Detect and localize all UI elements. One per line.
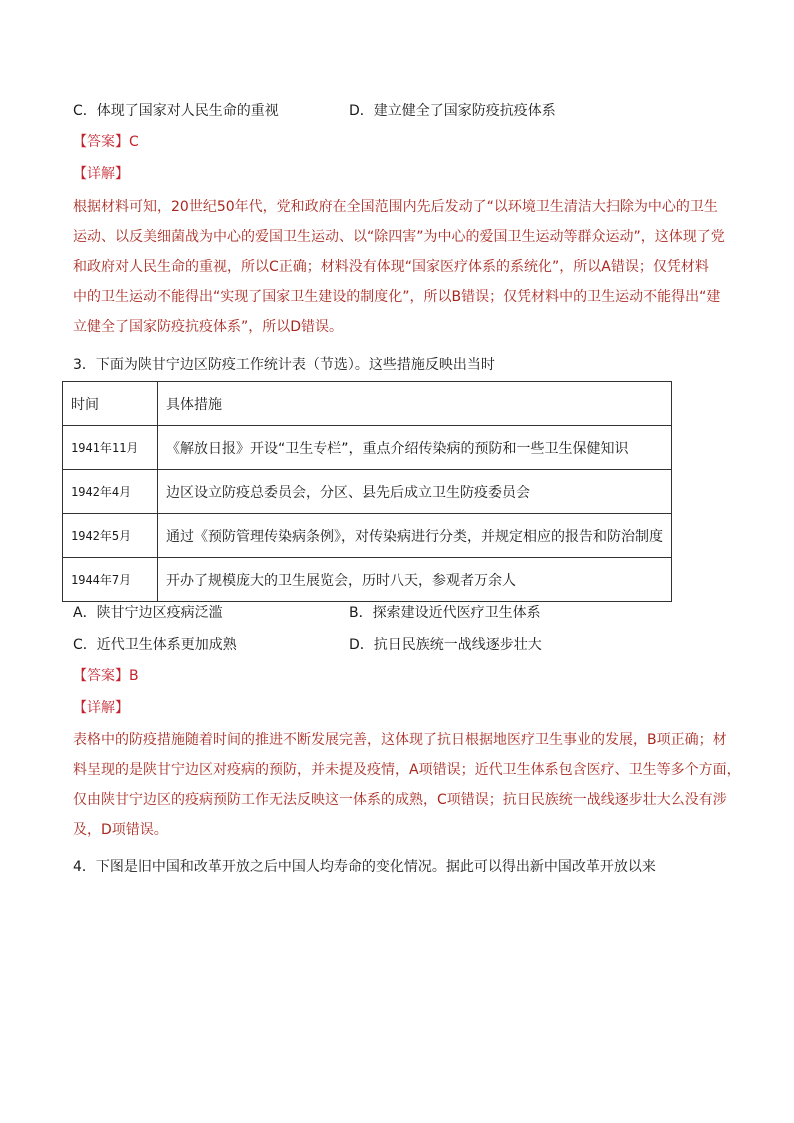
q3-option-a: A．陕甘宁边区疫病泛滥 (73, 605, 223, 621)
table-row (63, 558, 672, 602)
table-cell-measure: 开办了规模庞大的卫生展览会，历时八天，参观者万余人 (158, 558, 672, 602)
table-cell-measure: 通过《预防管理传染病条例》，对传染病进行分类，并规定相应的报告和防治制度 (158, 514, 672, 558)
q2-option-c: C．体现了国家对人民生命的重视 (73, 103, 279, 119)
table-cell-time: 1941年11月 (63, 426, 158, 470)
q2-detail-text (73, 192, 723, 342)
answer-label: 【答案】 (73, 134, 129, 150)
detail-line: 料呈现的是陕甘宁边区对疫病的预防，并未提及疫情，A项错误；近代卫生体系包含医疗、卫生等多个方面， (73, 762, 741, 778)
table-row (63, 426, 672, 470)
detail-line: 中的卫生运动不能得出“实现了国家卫生建设的制度化”，所以B错误；仅凭材料中的卫生运动不能得出“建 (73, 289, 721, 305)
detail-line: 运动、以反美细菌战为中心的爱国卫生运动、以“除四害”为中心的爱国卫生运动等群众运动”，这体现了党 (73, 229, 725, 245)
answer-value: C (129, 134, 139, 150)
detail-label: 【详解】 (73, 166, 129, 182)
detail-line: 仅由陕甘宁边区的疫病预防工作无法反映这一体系的成熟，C项错误；抗日民族统一战线逐步壮大么没有涉 (73, 792, 727, 808)
detail-line: 和政府对人民生命的重视，所以C正确；材料没有体现“国家医疗体系的系统化”，所以A错误；仅凭材料 (73, 259, 709, 275)
detail-line: 根据材料可知，20世纪50年代，党和政府在全国范围内先后发动了“以环境卫生清洁大扫除为中心的卫生 (73, 199, 718, 215)
q3-options-row-1 (73, 602, 723, 624)
detail-line: 表格中的防疫措施随着时间的推进不断发展完善，这体现了抗日根据地医疗卫生事业的发展，B项正确；材 (73, 732, 727, 748)
q3-options-row-2 (73, 634, 723, 656)
table-row (63, 514, 672, 558)
q3-detail-text (73, 725, 741, 845)
q3-detail-label (73, 698, 129, 718)
answer-label: 【答案】 (73, 668, 129, 684)
q2-answer (73, 132, 139, 152)
q2-detail-label (73, 164, 129, 184)
detail-label: 【详解】 (73, 700, 129, 716)
detail-line: 立健全了国家防疫抗疫体系”，所以D错误。 (73, 319, 344, 335)
table-row (63, 470, 672, 514)
q3-option-c: C．近代卫生体系更加成熟 (73, 637, 237, 653)
table-cell-measure: 《解放日报》开设“卫生专栏”，重点介绍传染病的预防和一些卫生保健知识 (158, 426, 672, 470)
q3-option-b: B．探索建设近代医疗卫生体系 (349, 605, 541, 621)
table-cell-time: 1944年7月 (63, 558, 158, 602)
q3-stem: 3．下面为陕甘宁边区防疫工作统计表（节选）。这些措施反映出当时 (73, 357, 495, 373)
answer-value: B (129, 668, 139, 684)
table-cell-measure: 边区设立防疫总委员会，分区、县先后成立卫生防疫委员会 (158, 470, 672, 514)
q2-option-d: D．建立健全了国家防疫抗疫体系 (349, 103, 556, 119)
table-cell-time: 1942年5月 (63, 514, 158, 558)
table-header-row (63, 382, 672, 426)
q3-table (62, 381, 672, 602)
q4-stem: 4．下图是旧中国和改革开放之后中国人均寿命的变化情况。据此可以得出新中国改革开放以来 (73, 859, 656, 875)
q3-answer (73, 666, 139, 686)
table-cell-time: 1942年4月 (63, 470, 158, 514)
q3-option-d: D．抗日民族统一战线逐步壮大 (349, 637, 542, 653)
table-header-time: 时间 (63, 382, 158, 426)
detail-line: 及，D项错误。 (73, 822, 168, 838)
table-header-measure: 具体措施 (158, 382, 672, 426)
q2-options-row (73, 100, 723, 122)
